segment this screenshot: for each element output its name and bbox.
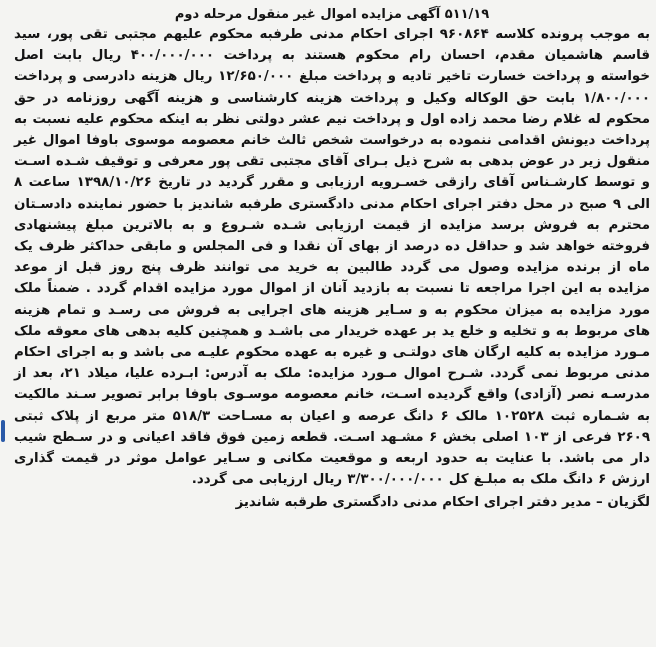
notice-title: ۵۱۱/۱۹ آگهی مزایده اموال غیر منقول مرحله دوم [174,7,490,22]
margin-ink-mark [1,420,5,442]
auction-notice [14,6,650,642]
notice-body: به موجب پرونده کلاسه ۹۶۰۸۶۴ اجرای احکام مدنی طرفبه محکوم علیهم مجتبی تقی پور، سید قاسم هاشمیان مقدم، احسان رام محکوم هستند به پرداخت ۴۰۰/۰۰۰/۰۰۰ ریال بابت اصل خواسته و پرداخت خسارت تاخیر تادیه و پرداخت مبلغ ۱۲/۶۵۰/۰۰۰ ریال هزینه دادرسی و پرداخت ۱/۸۰۰/۰۰۰ بابت حق الوکاله وکیل و پرداخت هزینه کارشناسی و هزینه آگهی روزنامه در حق محکوم له غلام رضا محمد زاده اول و پرداخت نیم عشر دولتی نظر به اینکه محکوم علیه نسبت به پرداخت دیونش اقدامی ننموده به درخواست شخص ثالث خانم معصومه موسوی باوفا اموال غیر منقول زیر در عوض بدهی به شرح ذیل بـرای آقای مجتبی تقی پور معرفی و توقیف شـده اسـت و توسط کارشـناس آقای رازقی خسـرویه ارزیابی و مقرر گردید در تاریخ ۱۳۹۸/۱۰/۲۶ ساعت ۸ الی ۹ صبح در محل دفتر اجرای احکام مدنی دادگستری طرفبه شاندیز با حضور نماینده دادسـتان محترم به فروش برسد مزایده از قیمت ارزیابی شـده شـروع و به بالاترین مبلغ پیشنهادی فروخته خواهد شد و حداقل ده درصد از بهای آن نقدا و فی المجلس و مابقی حداکثر ظرف یک ماه از برنده مزایده وصول می گردد طالبین به خرید می توانند ظرف پنج روز قبل از موعد مزایده به این اجرا مراجعه تا نسبت به بازدید آنان از اموال مورد مزایده اقدام گردد . ضمناً ملک مورد مزایده به میزان محکوم به و سـایر هزینه های اجرایی به فروش می رسـد و تمام هزینه های مربوط به و تخلیه و خلع ید بر عهده خریدار می باشـد و همچنین کلیه بدهی های معوقه ملک مـورد مزایده به کلیه ارگان های دولتـی و غیره به عهده محکوم علیـه می باشد و به اجرای احکام مدنی مربوط نمی گردد. شـرح اموال مـورد مزایده: ملک به آدرس: ابـرده علیا، میلاد ۲۱، بعد از مدرسـه نصر (آزادی) واقع گردیده اسـت، خانم معصومه موسـوی باوفا برابر تصویر سـند مالکیت به شـماره ثبت ۱۰۲۵۲۸ مالک ۶ دانگ عرصه و اعیان به مسـاحت ۵۱۸/۳ متر مربع از پلاک ثبتی ۲۶۰۹ فرعی از ۱۰۳ اصلی بخش ۶ مشـهد اسـت. قطعه زمین فوق فاقد اعیانی و در سـطح شیب دار می باشد. با عنایت به حدود اربعه و موقعیت مکانی و سـایر عوامل موثر در قیمت گذاری ارزش ۶ دانگ ملک به مبلـغ کل ۳/۳۰۰/۰۰۰/۰۰۰ ریال ارزیابی می گردد. [14,27,651,488]
notice-signature: لگزیان – مدیر دفتر اجرای احکام مدنی دادگستری طرقبه شاندیز [235,495,650,511]
